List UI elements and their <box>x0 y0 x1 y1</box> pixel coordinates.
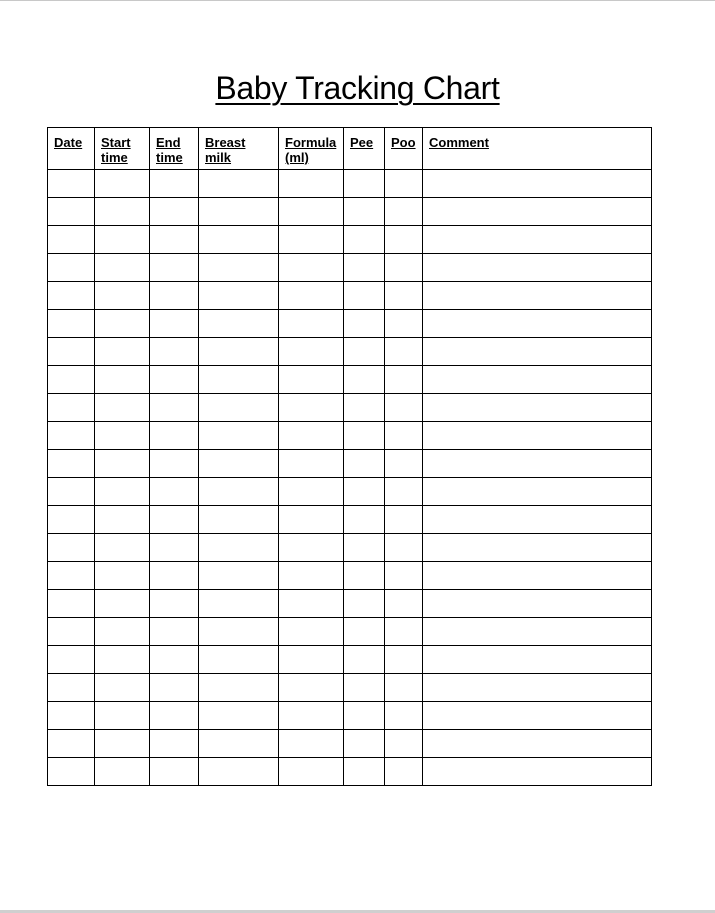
breast-milk-cell[interactable] <box>199 282 279 310</box>
column-header-formula: Formula (ml) <box>279 128 344 170</box>
date-cell[interactable] <box>48 506 95 534</box>
comment-cell[interactable] <box>423 450 652 478</box>
table-row <box>48 282 652 310</box>
table-body <box>48 170 652 786</box>
start-time-cell[interactable] <box>95 310 150 338</box>
header-row <box>48 128 652 170</box>
breast-milk-cell[interactable] <box>199 394 279 422</box>
comment-cell[interactable] <box>423 506 652 534</box>
formula-cell[interactable] <box>279 478 344 506</box>
date-cell[interactable] <box>48 198 95 226</box>
tracking-table <box>47 127 652 786</box>
end-time-cell[interactable] <box>150 366 199 394</box>
comment-cell[interactable] <box>423 674 652 702</box>
pee-cell[interactable] <box>344 646 385 674</box>
comment-cell[interactable] <box>423 562 652 590</box>
comment-cell[interactable] <box>423 618 652 646</box>
page-top-edge <box>0 0 715 1</box>
breast-milk-cell[interactable] <box>199 226 279 254</box>
pee-cell[interactable] <box>344 338 385 366</box>
date-cell[interactable] <box>48 282 95 310</box>
comment-cell[interactable] <box>423 366 652 394</box>
date-cell[interactable] <box>48 730 95 758</box>
formula-cell[interactable] <box>279 534 344 562</box>
column-header-breast-milk: Breast milk <box>199 128 279 170</box>
breast-milk-cell[interactable] <box>199 310 279 338</box>
breast-milk-cell[interactable] <box>199 534 279 562</box>
start-time-cell[interactable] <box>95 730 150 758</box>
table-row <box>48 534 652 562</box>
formula-cell[interactable] <box>279 310 344 338</box>
comment-cell[interactable] <box>423 226 652 254</box>
pee-cell[interactable] <box>344 422 385 450</box>
poo-cell[interactable] <box>385 394 423 422</box>
comment-cell[interactable] <box>423 254 652 282</box>
start-time-cell[interactable] <box>95 478 150 506</box>
pee-cell[interactable] <box>344 170 385 198</box>
pee-cell[interactable] <box>344 478 385 506</box>
table-row <box>48 394 652 422</box>
formula-cell[interactable] <box>279 338 344 366</box>
breast-milk-cell[interactable] <box>199 758 279 786</box>
poo-cell[interactable] <box>385 310 423 338</box>
formula-cell[interactable] <box>279 226 344 254</box>
comment-cell[interactable] <box>423 758 652 786</box>
formula-cell[interactable] <box>279 450 344 478</box>
date-cell[interactable] <box>48 674 95 702</box>
table-row <box>48 758 652 786</box>
formula-cell[interactable] <box>279 394 344 422</box>
date-cell[interactable] <box>48 534 95 562</box>
poo-cell[interactable] <box>385 590 423 618</box>
end-time-cell[interactable] <box>150 674 199 702</box>
comment-cell[interactable] <box>423 422 652 450</box>
table-row <box>48 198 652 226</box>
pee-cell[interactable] <box>344 282 385 310</box>
poo-cell[interactable] <box>385 254 423 282</box>
end-time-cell[interactable] <box>150 422 199 450</box>
poo-cell[interactable] <box>385 730 423 758</box>
breast-milk-cell[interactable] <box>199 422 279 450</box>
breast-milk-cell[interactable] <box>199 450 279 478</box>
pee-cell[interactable] <box>344 198 385 226</box>
breast-milk-cell[interactable] <box>199 254 279 282</box>
column-header-date: Date <box>48 128 95 170</box>
pee-cell[interactable] <box>344 366 385 394</box>
breast-milk-cell[interactable] <box>199 562 279 590</box>
poo-cell[interactable] <box>385 702 423 730</box>
poo-cell[interactable] <box>385 282 423 310</box>
end-time-cell[interactable] <box>150 562 199 590</box>
end-time-cell[interactable] <box>150 254 199 282</box>
end-time-cell[interactable] <box>150 730 199 758</box>
date-cell[interactable] <box>48 394 95 422</box>
end-time-cell[interactable] <box>150 506 199 534</box>
end-time-cell[interactable] <box>150 758 199 786</box>
end-time-cell[interactable] <box>150 478 199 506</box>
date-cell[interactable] <box>48 590 95 618</box>
date-cell[interactable] <box>48 702 95 730</box>
poo-cell[interactable] <box>385 674 423 702</box>
poo-cell[interactable] <box>385 618 423 646</box>
comment-cell[interactable] <box>423 702 652 730</box>
pee-cell[interactable] <box>344 254 385 282</box>
formula-cell[interactable] <box>279 730 344 758</box>
breast-milk-cell[interactable] <box>199 618 279 646</box>
page-title: Baby Tracking Chart <box>215 70 500 106</box>
table-row <box>48 506 652 534</box>
formula-cell[interactable] <box>279 618 344 646</box>
start-time-cell[interactable] <box>95 758 150 786</box>
comment-cell[interactable] <box>423 534 652 562</box>
formula-cell[interactable] <box>279 702 344 730</box>
poo-cell[interactable] <box>385 450 423 478</box>
breast-milk-cell[interactable] <box>199 730 279 758</box>
start-time-cell[interactable] <box>95 198 150 226</box>
end-time-cell[interactable] <box>150 534 199 562</box>
start-time-cell[interactable] <box>95 450 150 478</box>
comment-cell[interactable] <box>423 394 652 422</box>
date-cell[interactable] <box>48 478 95 506</box>
end-time-cell[interactable] <box>150 282 199 310</box>
date-cell[interactable] <box>48 562 95 590</box>
date-cell[interactable] <box>48 254 95 282</box>
start-time-cell[interactable] <box>95 590 150 618</box>
comment-cell[interactable] <box>423 282 652 310</box>
formula-cell[interactable] <box>279 282 344 310</box>
date-cell[interactable] <box>48 226 95 254</box>
comment-cell[interactable] <box>423 170 652 198</box>
formula-cell[interactable] <box>279 562 344 590</box>
formula-cell[interactable] <box>279 422 344 450</box>
end-time-cell[interactable] <box>150 170 199 198</box>
comment-cell[interactable] <box>423 646 652 674</box>
pee-cell[interactable] <box>344 562 385 590</box>
breast-milk-cell[interactable] <box>199 338 279 366</box>
pee-cell[interactable] <box>344 506 385 534</box>
poo-cell[interactable] <box>385 170 423 198</box>
end-time-cell[interactable] <box>150 702 199 730</box>
formula-cell[interactable] <box>279 170 344 198</box>
start-time-cell[interactable] <box>95 254 150 282</box>
breast-milk-cell[interactable] <box>199 366 279 394</box>
breast-milk-cell[interactable] <box>199 646 279 674</box>
end-time-cell[interactable] <box>150 618 199 646</box>
date-cell[interactable] <box>48 450 95 478</box>
start-time-cell[interactable] <box>95 338 150 366</box>
formula-cell[interactable] <box>279 590 344 618</box>
poo-cell[interactable] <box>385 758 423 786</box>
formula-cell[interactable] <box>279 198 344 226</box>
comment-cell[interactable] <box>423 338 652 366</box>
start-time-cell[interactable] <box>95 282 150 310</box>
end-time-cell[interactable] <box>150 198 199 226</box>
end-time-cell[interactable] <box>150 646 199 674</box>
pee-cell[interactable] <box>344 226 385 254</box>
start-time-cell[interactable] <box>95 394 150 422</box>
poo-cell[interactable] <box>385 422 423 450</box>
table-row <box>48 674 652 702</box>
comment-cell[interactable] <box>423 590 652 618</box>
date-cell[interactable] <box>48 338 95 366</box>
comment-cell[interactable] <box>423 198 652 226</box>
breast-milk-cell[interactable] <box>199 170 279 198</box>
pee-cell[interactable] <box>344 758 385 786</box>
date-cell[interactable] <box>48 618 95 646</box>
start-time-cell[interactable] <box>95 534 150 562</box>
end-time-cell[interactable] <box>150 226 199 254</box>
pee-cell[interactable] <box>344 618 385 646</box>
breast-milk-cell[interactable] <box>199 478 279 506</box>
formula-cell[interactable] <box>279 674 344 702</box>
comment-cell[interactable] <box>423 478 652 506</box>
table-row <box>48 646 652 674</box>
poo-cell[interactable] <box>385 506 423 534</box>
formula-cell[interactable] <box>279 506 344 534</box>
pee-cell[interactable] <box>344 674 385 702</box>
comment-cell[interactable] <box>423 310 652 338</box>
end-time-cell[interactable] <box>150 590 199 618</box>
start-time-cell[interactable] <box>95 506 150 534</box>
table-row <box>48 450 652 478</box>
poo-cell[interactable] <box>385 226 423 254</box>
breast-milk-cell[interactable] <box>199 674 279 702</box>
end-time-cell[interactable] <box>150 394 199 422</box>
start-time-cell[interactable] <box>95 226 150 254</box>
pee-cell[interactable] <box>344 590 385 618</box>
end-time-cell[interactable] <box>150 310 199 338</box>
formula-cell[interactable] <box>279 646 344 674</box>
poo-cell[interactable] <box>385 198 423 226</box>
date-cell[interactable] <box>48 422 95 450</box>
breast-milk-cell[interactable] <box>199 590 279 618</box>
column-header-poo: Poo <box>385 128 423 170</box>
poo-cell[interactable] <box>385 534 423 562</box>
column-header-start-time: Start time <box>95 128 150 170</box>
table-row <box>48 590 652 618</box>
start-time-cell[interactable] <box>95 562 150 590</box>
pee-cell[interactable] <box>344 450 385 478</box>
table-row <box>48 338 652 366</box>
pee-cell[interactable] <box>344 534 385 562</box>
breast-milk-cell[interactable] <box>199 702 279 730</box>
end-time-cell[interactable] <box>150 338 199 366</box>
breast-milk-cell[interactable] <box>199 198 279 226</box>
table-row <box>48 702 652 730</box>
poo-cell[interactable] <box>385 646 423 674</box>
date-cell[interactable] <box>48 366 95 394</box>
start-time-cell[interactable] <box>95 646 150 674</box>
column-header-comment: Comment <box>423 128 652 170</box>
formula-cell[interactable] <box>279 366 344 394</box>
start-time-cell[interactable] <box>95 702 150 730</box>
table-row <box>48 254 652 282</box>
formula-cell[interactable] <box>279 254 344 282</box>
start-time-cell[interactable] <box>95 422 150 450</box>
column-header-pee: Pee <box>344 128 385 170</box>
table-row <box>48 366 652 394</box>
comment-cell[interactable] <box>423 730 652 758</box>
table-row <box>48 618 652 646</box>
pee-cell[interactable] <box>344 730 385 758</box>
date-cell[interactable] <box>48 310 95 338</box>
pee-cell[interactable] <box>344 310 385 338</box>
table-row <box>48 170 652 198</box>
date-cell[interactable] <box>48 758 95 786</box>
table-row <box>48 310 652 338</box>
pee-cell[interactable] <box>344 394 385 422</box>
table-row <box>48 562 652 590</box>
poo-cell[interactable] <box>385 478 423 506</box>
start-time-cell[interactable] <box>95 170 150 198</box>
poo-cell[interactable] <box>385 366 423 394</box>
date-cell[interactable] <box>48 646 95 674</box>
table-row <box>48 226 652 254</box>
poo-cell[interactable] <box>385 562 423 590</box>
start-time-cell[interactable] <box>95 366 150 394</box>
end-time-cell[interactable] <box>150 450 199 478</box>
start-time-cell[interactable] <box>95 674 150 702</box>
formula-cell[interactable] <box>279 758 344 786</box>
table-row <box>48 730 652 758</box>
start-time-cell[interactable] <box>95 618 150 646</box>
poo-cell[interactable] <box>385 338 423 366</box>
pee-cell[interactable] <box>344 702 385 730</box>
table-row <box>48 422 652 450</box>
breast-milk-cell[interactable] <box>199 506 279 534</box>
date-cell[interactable] <box>48 170 95 198</box>
table-row <box>48 478 652 506</box>
column-header-end-time: End time <box>150 128 199 170</box>
